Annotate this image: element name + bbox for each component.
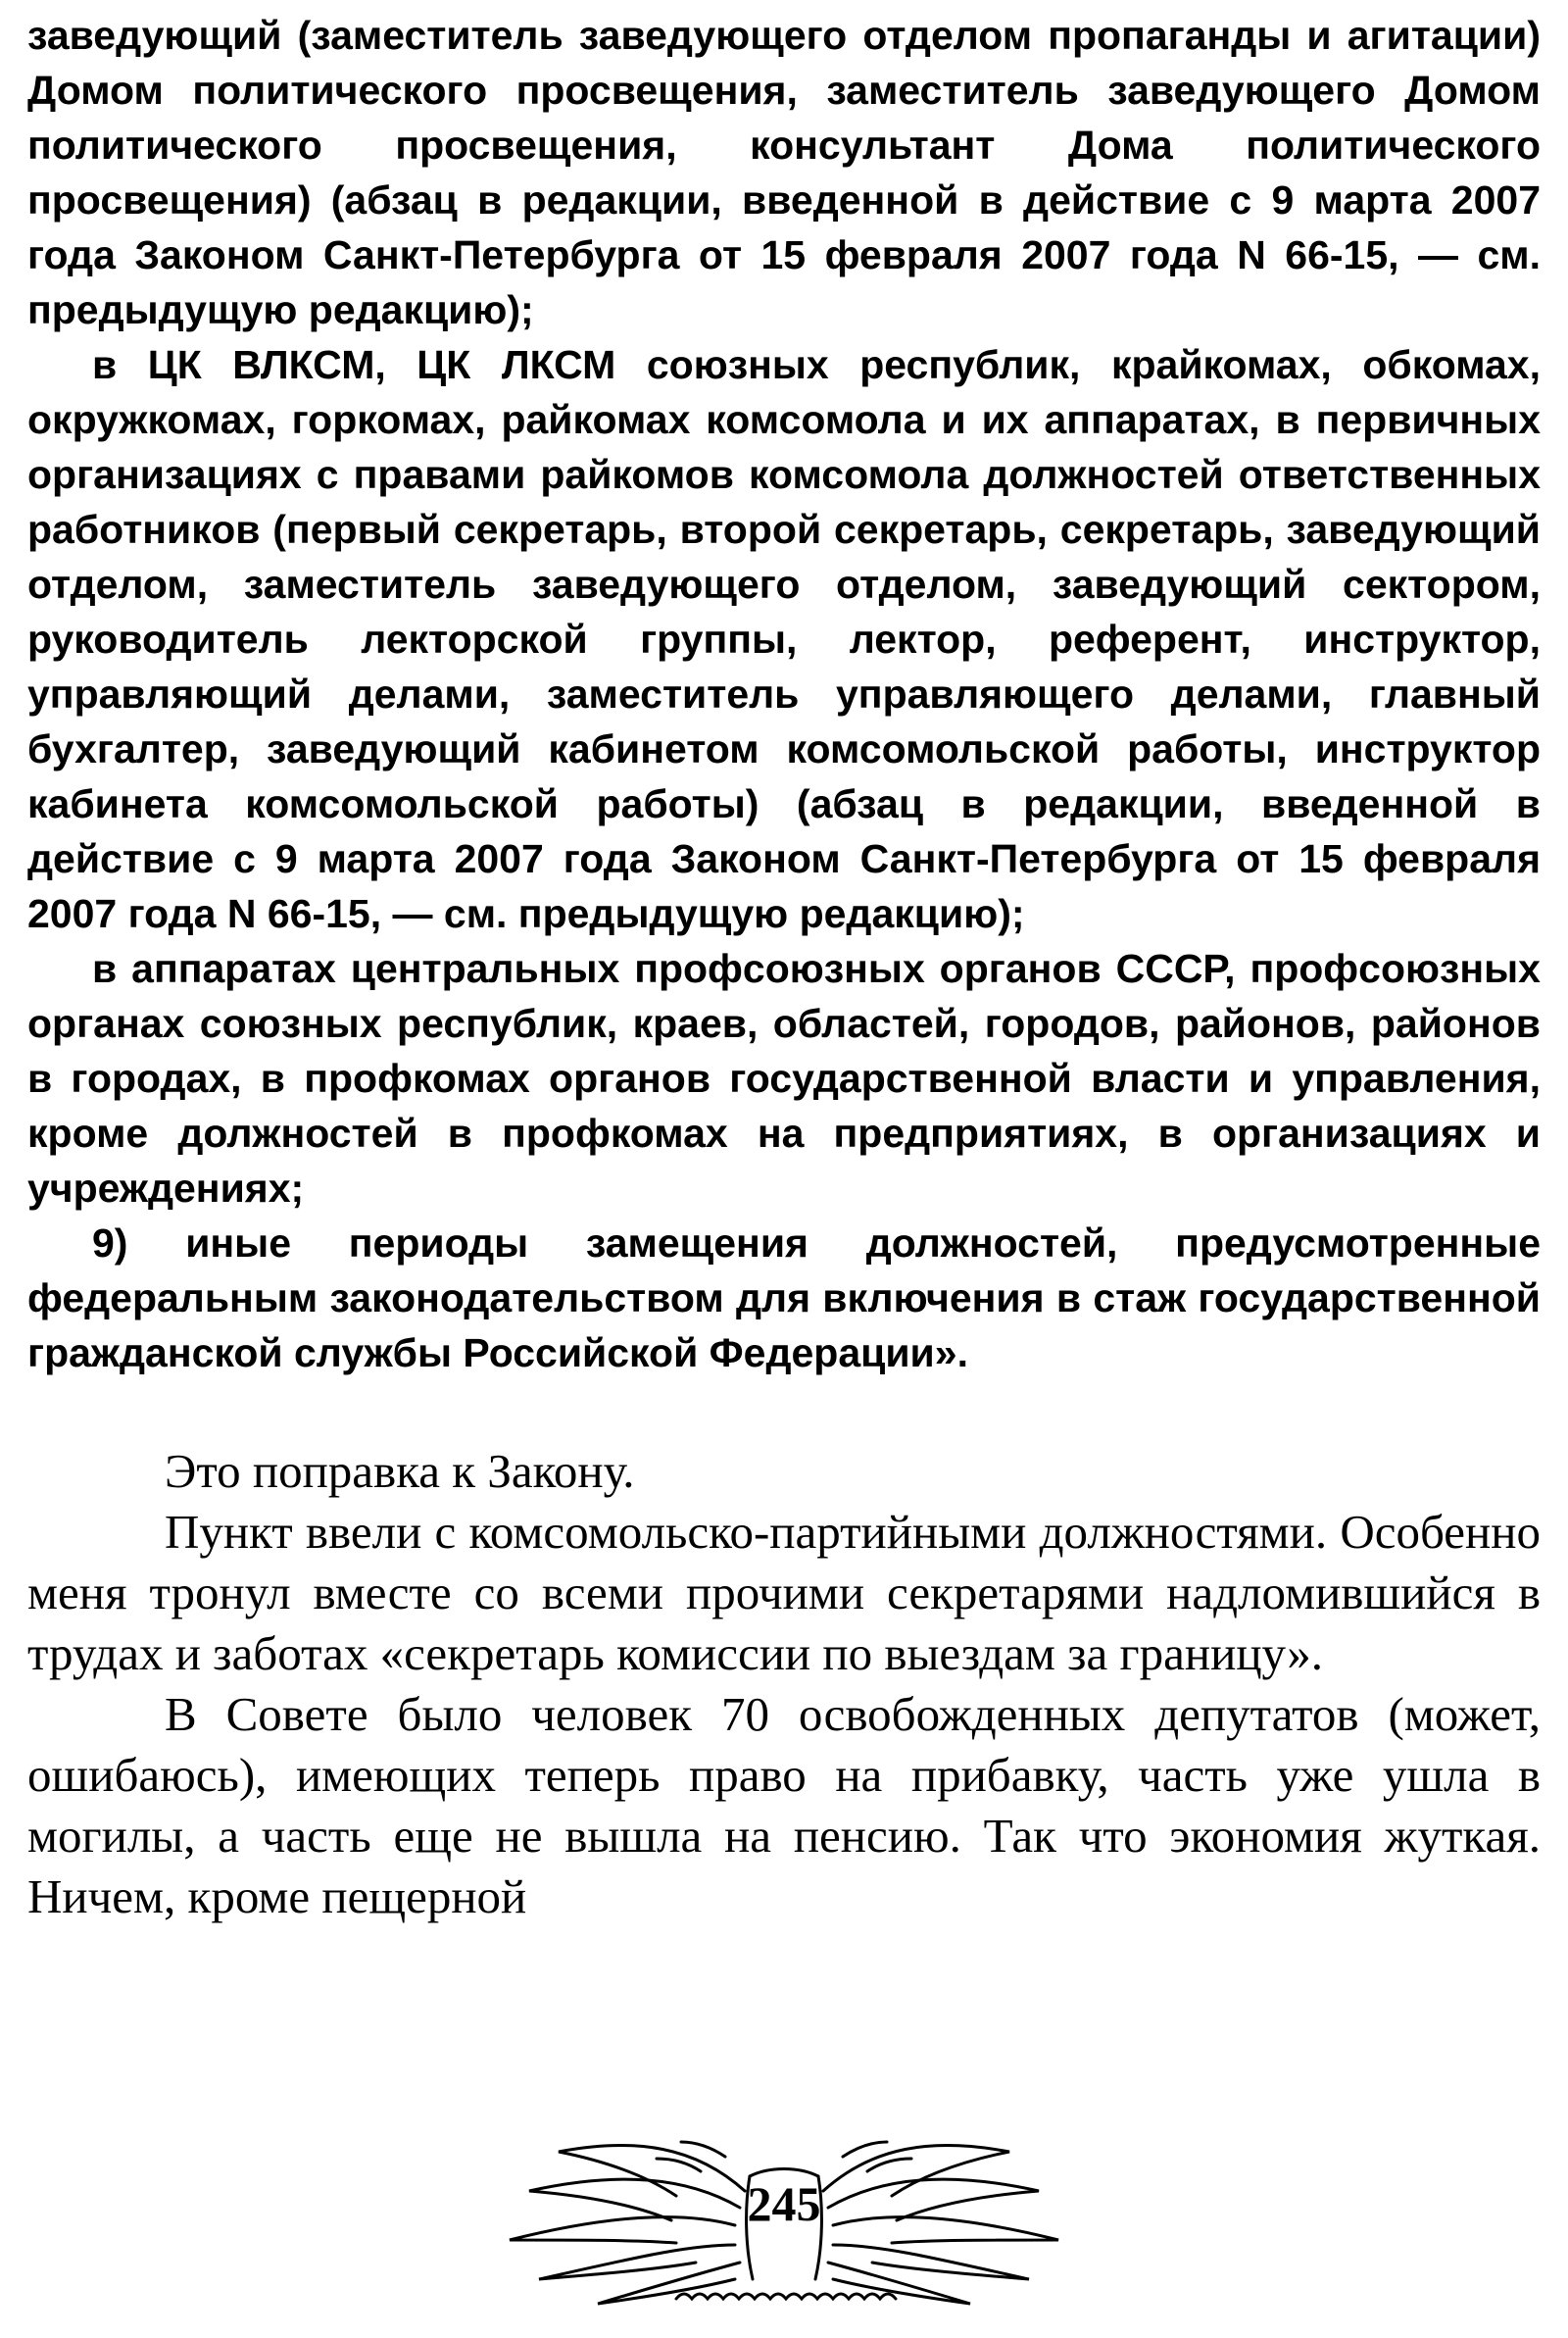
- author-commentary-block: [27, 1441, 1541, 1927]
- commentary-paragraph: Пункт ввели с комсомольско-партийными должностями. Особенно меня тронул вместе со всеми прочими секретарями надломившийся в трудах и заботах «секретарь комиссии по выездам за границу».: [27, 1505, 1541, 1680]
- document-page: [27, 8, 1541, 1927]
- quote-paragraph: в аппаратах центральных профсоюзных органов СССР, профсоюзных органах союзных республик, краев, областей, городов, районов, районов в городах, в профкомах органов государственной власти и управления, кроме должностей в профкомах на предприятиях, в организациях и учреждениях;: [27, 946, 1541, 1211]
- quote-paragraph: 9) иные периоды замещения должностей, предусмотренные федеральным законодательством для включения в стаж государственной гражданской службы Российской Федерации».: [27, 1220, 1541, 1375]
- law-quote-block: [27, 8, 1541, 1380]
- commentary-paragraph: Это поправка к Закону.: [165, 1444, 635, 1498]
- quote-paragraph: в ЦК ВЛКСМ, ЦК ЛКСМ союзных республик, крайкомах, обкомах, окружкомах, горкомах, райкомах комсомола и их аппаратах, в первичных организациях с правами райкомов комсомола должностей ответственных работников (первый секретарь, второй секретарь, секретарь, заведующий отделом, заместитель заведующего отделом, заведующий сектором, руководитель лекторской группы, лектор, референт, инструктор, управляющий делами, заместитель управляющего делами, главный бухгалтер, заведующий кабинетом комсомольской работы, инструктор кабинета комсомольской работы) (абзац в редакции, введенной в действие с 9 марта 2007 года Законом Санкт-Петербурга от 15 февраля 2007 года N 66-15, — см. предыдущую редакцию);: [27, 342, 1541, 936]
- commentary-paragraph: В Совете было человек 70 освобожденных депутатов (может, ошибаюсь), имеющих теперь право на прибавку, часть уже ушла в могилы, а часть еще не вышла на пенсию. Так что экономия жуткая. Ничем, кроме пещерной: [27, 1687, 1541, 1923]
- quote-paragraph: заведующий (заместитель заведующего отделом пропаганды и агитации) Домом политического просвещения, заместитель заведующего Домом политического просвещения, консультант Дома политического просвещения) (абзац в редакции, введенной в действие с 9 марта 2007 года Законом Санкт-Петербурга от 15 февраля 2007 года N 66-15, — см. предыдущую редакцию);: [27, 13, 1541, 332]
- page-number: 245: [747, 2176, 821, 2231]
- page-footer: [0, 2117, 1568, 2313]
